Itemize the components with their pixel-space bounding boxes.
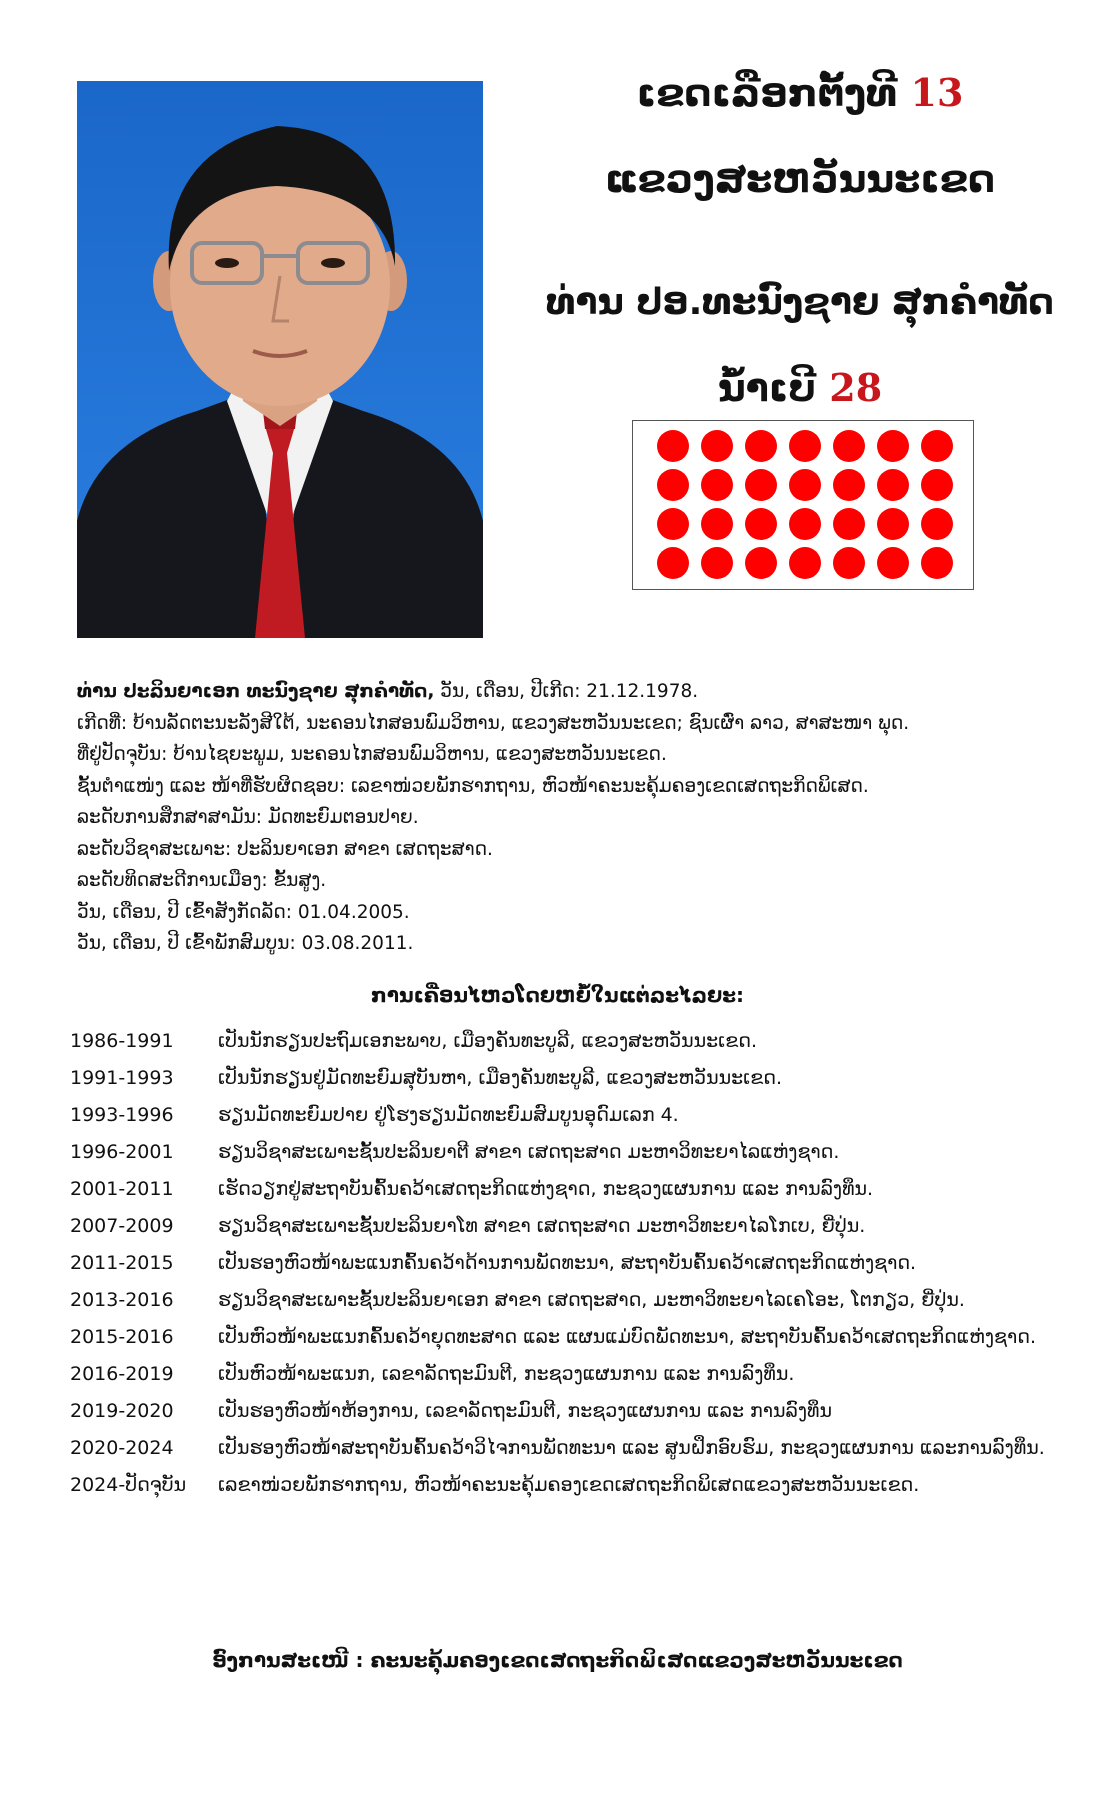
- bio-line: ວັນ, ເດືອນ, ປີ ເຂົ້າສັງກັດລັດ: 01.04.2005.: [77, 901, 410, 923]
- ballot-dot: [833, 547, 865, 579]
- bio-line: ຊັ້ນຕໍາແໜ່ງ ແລະ ໜ້າທີ່ຮັບຜິດຊອບ: ເລຂາໜ່ວຍພັກຮາກຖານ, ຫົວໜ້າຄະນະຄຸ້ມຄອງເຂດເສດຖະກິດພິເສດ.: [77, 775, 869, 797]
- ballot-dots-box: [632, 420, 974, 590]
- career-row: [70, 1319, 1080, 1356]
- career-years: 1986-1991: [70, 1030, 174, 1052]
- ballot-dot: [789, 547, 821, 579]
- ballot-dots: [633, 421, 972, 588]
- career-row: [70, 1393, 1080, 1430]
- ballot-label: ນໍ້າເບີ: [717, 366, 817, 410]
- career-text: ເຮັດວຽກຢູ່ສະຖາບັນຄົ້ນຄວ້າເສດຖະກິດແຫ່ງຊາດ, ກະຊວງແຜນການ ແລະ ການລົງທຶນ.: [218, 1178, 874, 1200]
- career-row: [70, 1208, 1080, 1245]
- ballot-dot: [877, 547, 909, 579]
- ballot-dot: [833, 508, 865, 540]
- bio-name-line: [77, 676, 1077, 708]
- ballot-dot: [701, 469, 733, 501]
- career-years: 1991-1993: [70, 1067, 174, 1089]
- ballot-dot: [657, 469, 689, 501]
- district-number: 13: [910, 70, 964, 115]
- career-list: [70, 1023, 1080, 1504]
- career-text: ຮຽນວິຊາສະເພາະຊັ້ນປະລິນຍາໂທ ສາຂາ ເສດຖະສາດ ມະຫາວິທະຍາໄລໂກເບ, ຍີ່ປຸ່ນ.: [218, 1215, 866, 1237]
- ballot-dot: [921, 469, 953, 501]
- career-years: 2020-2024: [70, 1437, 174, 1459]
- career-text: ເລຂາໜ່ວຍພັກຮາກຖານ, ຫົວໜ້າຄະນະຄຸ້ມຄອງເຂດເສດຖະກິດພິເສດແຂວງສະຫວັນນະເຂດ.: [218, 1474, 920, 1496]
- career-row: [70, 1430, 1080, 1467]
- career-text: ຮຽນມັດທະຍົມປາຍ ຢູ່ໂຮງຮຽນມັດທະຍົມສົມບູນອຸດົມເລກ 4.: [218, 1104, 679, 1126]
- ballot-dot: [657, 547, 689, 579]
- career-row: [70, 1023, 1080, 1060]
- ballot-dot: [833, 430, 865, 462]
- ballot-dot: [833, 469, 865, 501]
- province-title: ແຂວງສະຫວັນນະເຂດ: [604, 157, 996, 201]
- career-years: 1993-1996: [70, 1104, 174, 1126]
- ballot-dot: [921, 547, 953, 579]
- district-label: ເຂດເລືອກຕັ້ງທີ: [636, 71, 898, 115]
- ballot-dot: [657, 508, 689, 540]
- career-text: ເປັນນັກຮຽນຢູ່ມັດທະຍົມສຸບັນຫາ, ເມືອງຄັນທະບູລີ, ແຂວງສະຫວັນນະເຂດ.: [218, 1067, 782, 1089]
- ballot-dot: [701, 430, 733, 462]
- ballot-dot: [745, 430, 777, 462]
- ballot-dot: [657, 430, 689, 462]
- career-text: ເປັນຮອງຫົວໜ້າພະແນກຄົ້ນຄວ້າດ້ານການພັດທະນາ, ສະຖາບັນຄົ້ນຄວ້າເສດຖະກິດແຫ່ງຊາດ.: [218, 1252, 917, 1274]
- ballot-dot: [921, 508, 953, 540]
- career-row: [70, 1356, 1080, 1393]
- ballot-dot: [789, 469, 821, 501]
- career-row: [70, 1097, 1080, 1134]
- electoral-district-title: [500, 70, 1100, 115]
- ballot-dot: [701, 508, 733, 540]
- ballot-dot: [701, 547, 733, 579]
- bio-line: ທີ່ຢູ່ປັດຈຸບັນ: ບ້ານໄຊຍະພູມ, ນະຄອນໄກສອນພົມວິຫານ, ແຂວງສະຫວັນນະເຂດ.: [77, 744, 667, 765]
- career-years: 2001-2011: [70, 1178, 174, 1200]
- career-years: 2007-2009: [70, 1215, 174, 1237]
- ballot-dot: [877, 430, 909, 462]
- career-text: ຮຽນວິຊາສະເພາະຊັ້ນປະລິນຍາເອກ ສາຂາ ເສດຖະສາດ, ມະຫາວິທະຍາໄລເຄໂອະ, ໂຕກຽວ, ຍີ່ປຸ່ນ.: [218, 1289, 965, 1311]
- ballot-number-title: [500, 365, 1100, 410]
- bio-line: ລະດັບທິດສະດີການເມືອງ: ຂັ້ນສູງ.: [77, 870, 327, 891]
- career-years: 2015-2016: [70, 1326, 174, 1348]
- ballot-dot: [745, 469, 777, 501]
- ballot-dot: [745, 508, 777, 540]
- ballot-dot: [877, 469, 909, 501]
- career-row: [70, 1134, 1080, 1171]
- ballot-dot: [877, 508, 909, 540]
- bio-line: ລະດັບວິຊາສະເພາະ: ປະລິນຍາເອກ ສາຂາ ເສດຖະສາດ.: [77, 838, 493, 860]
- career-row: [70, 1245, 1080, 1282]
- ballot-dot: [745, 547, 777, 579]
- career-text: ເປັນນັກຮຽນປະຖົມເອກະພາບ, ເມືອງຄັນທະບູລີ, ແຂວງສະຫວັນນະເຂດ.: [218, 1030, 757, 1052]
- nominating-organization: ອົງການສະເໜີ : ຄະນະຄຸ້ມຄອງເຂດເສດຖະກິດພິເສດແຂວງສະຫວັນນະເຂດ: [212, 1648, 903, 1672]
- biography: [77, 676, 1077, 960]
- career-years: 2019-2020: [70, 1400, 174, 1422]
- career-years: 2013-2016: [70, 1289, 174, 1311]
- ballot-number: 28: [829, 365, 883, 410]
- candidate-photo: [77, 81, 483, 638]
- career-row: [70, 1467, 1080, 1504]
- bio-birthdate: ວັນ, ເດືອນ, ປີເກີດ: 21.12.1978.: [434, 681, 699, 702]
- bio-line: ວັນ, ເດືອນ, ປີ ເຂົ້າພັກສົມບູນ: 03.08.2011.: [77, 933, 414, 954]
- career-heading: ການເຄື່ອນໄຫວໂດຍຫຍໍ້ໃນແຕ່ລະໄລຍະ:: [370, 983, 745, 1007]
- career-text: ເປັນຫົວໜ້າພະແນກ, ເລຂາລັດຖະມົນຕີ, ກະຊວງແຜນການ ແລະ ການລົງທຶນ.: [218, 1363, 795, 1385]
- career-text: ເປັນຮອງຫົວໜ້າສະຖາບັນຄົ້ນຄວ້າວິໄຈການພັດທະນາ ແລະ ສູນຝຶກອົບຮົມ, ກະຊວງແຜນການ ແລະການລົງທຶນ.: [218, 1437, 1045, 1459]
- bio-line: ລະດັບການສຶກສາສາມັນ: ມັດທະຍົມຕອນປາຍ.: [77, 807, 419, 828]
- career-row: [70, 1282, 1080, 1319]
- career-years: 2011-2015: [70, 1252, 174, 1274]
- ballot-dot: [921, 430, 953, 462]
- career-text: ຮຽນວິຊາສະເພາະຊັ້ນປະລິນຍາຕີ ສາຂາ ເສດຖະສາດ ມະຫາວິທະຍາໄລແຫ່ງຊາດ.: [218, 1141, 840, 1163]
- candidate-name: ທ່ານ ປອ.ທະນົງຊາຍ ສຸກຄຳທັດ: [546, 282, 1054, 323]
- career-years: 2024-ປັດຈຸບັນ: [70, 1474, 187, 1496]
- career-row: [70, 1060, 1080, 1097]
- candidate-portrait-icon: [77, 81, 483, 638]
- career-years: 2016-2019: [70, 1363, 174, 1385]
- bio-full-name: ທ່ານ ປະລິນຍາເອກ ທະນົງຊາຍ ສຸກຄໍາທັດ,: [77, 681, 435, 702]
- career-years: 1996-2001: [70, 1141, 174, 1163]
- career-text: ເປັນຮອງຫົວໜ້າຫ້ອງການ, ເລຂາລັດຖະມົນຕີ, ກະຊວງແຜນການ ແລະ ການລົງທຶນ: [218, 1400, 832, 1422]
- career-text: ເປັນຫົວໜ້າພະແນກຄົ້ນຄວ້າຍຸດທະສາດ ແລະ ແຜນແມ່ບົດພັດທະນາ, ສະຖາບັນຄົ້ນຄວ້າເສດຖະກິດແຫ່ງຊາດ.: [218, 1326, 1037, 1348]
- ballot-dot: [789, 430, 821, 462]
- bio-line: ເກີດທີ່: ບ້ານລັດຕະນະລັງສີໃຕ້, ນະຄອນໄກສອນພົມວິຫານ, ແຂວງສະຫວັນນະເຂດ; ຊົນເຜົ່າ ລາວ, ສາສະໜາ ພຸດ.: [77, 712, 910, 734]
- career-row: [70, 1171, 1080, 1208]
- ballot-dot: [789, 508, 821, 540]
